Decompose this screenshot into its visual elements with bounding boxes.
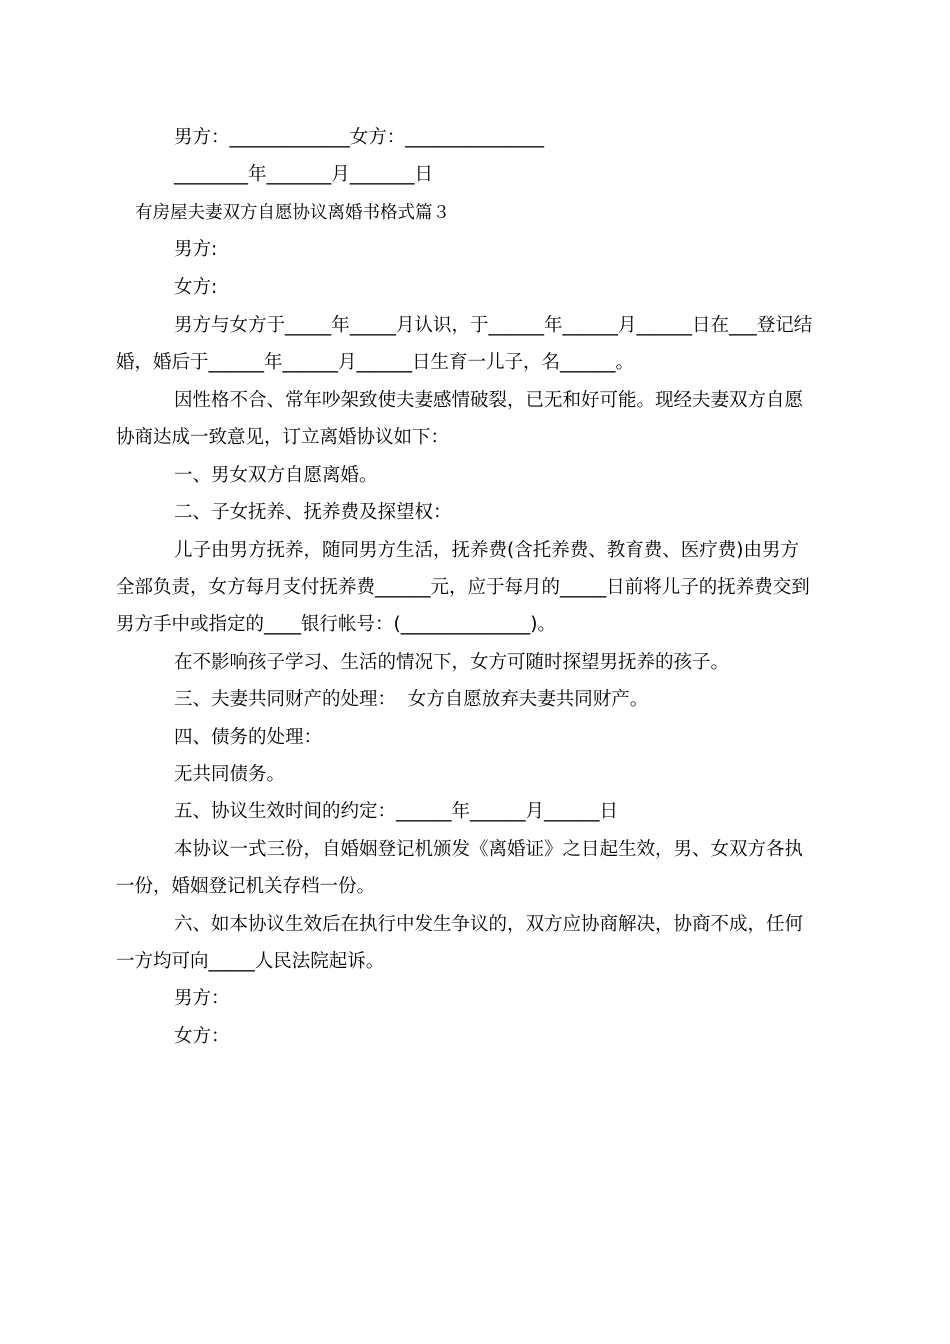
copies-paragraph-line-1: 本协议一式三份，自婚姻登记机颁发《离婚证》之日起生效，男、女双方各执 bbox=[174, 839, 804, 860]
prev-signature-parties-line: 男方：_____________女方：_______________ bbox=[174, 127, 545, 148]
clause-2-title: 二、子女抚养、抚养费及探望权： bbox=[174, 502, 452, 523]
clause-3: 三、夫妻共同财产的处理： 女方自愿放弃夫妻共同财产。 bbox=[174, 689, 649, 710]
reason-paragraph-line-2: 协商达成一致意见，订立离婚协议如下： bbox=[116, 427, 450, 448]
marriage-paragraph-line-1: 男方与女方于_____年_____月认识，于______年______月______日在___登记结 bbox=[174, 315, 813, 336]
clause-5: 五、协议生效时间的约定：______年______月______日 bbox=[174, 801, 619, 822]
reason-paragraph-line-1: 因性格不合、常年吵架致使夫妻感情破裂，已无和好可能。现经夫妻双方自愿 bbox=[174, 390, 804, 411]
section-title: 有房屋夫妻双方自愿协议离婚书格式篇３ bbox=[135, 203, 450, 223]
clause-4-title: 四、债务的处理： bbox=[174, 727, 323, 748]
prev-signature-date-line: ________年_______月_______日 bbox=[174, 164, 434, 185]
clause-2-visitation: 在不影响孩子学习、生活的情况下，女方可随时探望男抚养的孩子。 bbox=[174, 652, 730, 673]
clause-6-line-2: 一方均可向_____人民法院起诉。 bbox=[116, 951, 385, 972]
clause-2-body-line-3: 男方手中或指定的____银行帐号：(______________)。 bbox=[116, 614, 556, 635]
clause-4-body: 无共同债务。 bbox=[174, 764, 286, 785]
wife-label: 女方: bbox=[174, 277, 218, 298]
husband-label: 男方: bbox=[174, 239, 218, 260]
clause-6-line-1: 六、如本协议生效后在执行中发生争议的，双方应协商解决，协商不成，任何 bbox=[174, 914, 804, 935]
signature-wife: 女方： bbox=[174, 1026, 230, 1047]
clause-2-body-line-2: 全部负责，女方每月支付抚养费______元，应于每月的_____日前将儿子的抚养费交到 bbox=[116, 577, 810, 598]
signature-husband: 男方： bbox=[174, 988, 230, 1009]
clause-2-body-line-1: 儿子由男方抚养，随同男方生活，抚养费(含托养费、教育费、医疗费)由男方 bbox=[174, 540, 799, 561]
copies-paragraph-line-2: 一份，婚姻登记机关存档一份。 bbox=[116, 876, 376, 897]
marriage-paragraph-line-2: 婚，婚后于______年______月______日生育一儿子，名______。 bbox=[116, 352, 635, 373]
clause-1: 一、男女双方自愿离婚。 bbox=[174, 465, 378, 486]
